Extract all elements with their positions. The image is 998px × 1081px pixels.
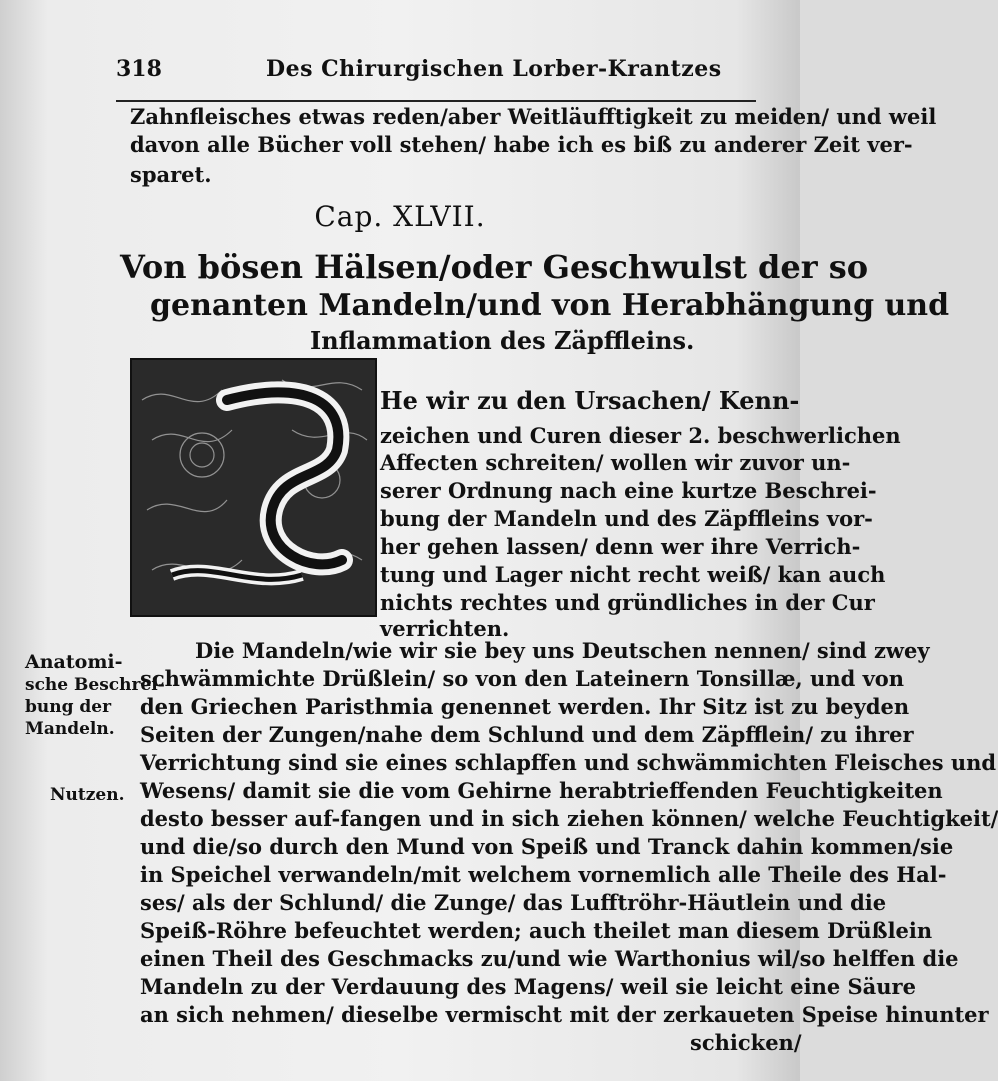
paragraph-line: in Speichel verwandeln/mit welchem vornemlich alle Theile des Hal- <box>140 862 947 887</box>
intro-line: Zahnfleisches etwas reden/aber Weitläufftigkeit zu meiden/ und weil <box>130 104 937 129</box>
woodcut-initial-e <box>130 358 377 617</box>
paragraph-line: an sich nehmen/ dieselbe vermischt mit der zerkaueten Speise hinunter <box>140 1002 989 1027</box>
catchword: schicken/ <box>690 1030 802 1055</box>
intro-line: sparet. <box>130 162 212 187</box>
paragraph-line: bung der Mandeln und des Zäpffleins vor- <box>380 506 873 531</box>
paragraph-line: He wir zu den Ursachen/ Kenn- <box>380 386 800 415</box>
paragraph-line: Die Mandeln/wie wir sie bey uns Deutschen nennen/ sind zwey <box>195 638 930 663</box>
chapter-number: Cap. XLVII. <box>314 200 486 233</box>
paragraph-line: verrichten. <box>380 616 510 641</box>
paragraph-line: tung und Lager nicht recht weiß/ kan auch <box>380 562 886 587</box>
paragraph-line: Speiß-Röhre befeuchtet werden; auch theilet man diesem Drüßlein <box>140 918 933 943</box>
margin-note-anatomy: Mandeln. <box>25 719 115 739</box>
paragraph-line: her gehen lassen/ denn wer ihre Verrich- <box>380 534 861 559</box>
page-number: 318 <box>116 56 162 82</box>
margin-note-anatomy: bung der <box>25 697 112 717</box>
intro-line: davon alle Bücher voll stehen/ habe ich es biß zu anderer Zeit ver- <box>130 132 913 157</box>
paragraph-line: Mandeln zu der Verdauung des Magens/ weil sie leicht eine Säure <box>140 974 916 999</box>
paragraph-line: nichts rechtes und gründliches in der Cur <box>380 590 875 615</box>
margin-note-use: Nutzen. <box>50 785 125 805</box>
chapter-title-line: Inflammation des Zäpffleins. <box>310 326 695 355</box>
paragraph-line: und die/so durch den Mund von Speiß und Tranck dahin kommen/sie <box>140 834 954 859</box>
page-header <box>116 50 756 102</box>
paragraph-line: ses/ als der Schlund/ die Zunge/ das Lufftröhr-Häutlein und die <box>140 890 887 915</box>
running-head: Des Chirurgischen Lorber-Krantzes <box>266 56 722 82</box>
chapter-title-line: Von bösen Hälsen/oder Geschwulst der so <box>120 248 869 286</box>
margin-note-anatomy: Anatomi- <box>25 651 123 673</box>
chapter-title-line: genanten Mandeln/und von Herabhängung und <box>150 288 950 323</box>
paragraph-line: zeichen und Curen dieser 2. beschwerlichen <box>380 423 901 448</box>
paragraph-line: Affecten schreiten/ wollen wir zuvor un- <box>380 450 851 475</box>
paragraph-line: serer Ordnung nach eine kurtze Beschrei- <box>380 478 877 503</box>
paragraph-line: Verrichtung sind sie eines schlapffen und schwämmichten Fleisches und <box>140 750 997 775</box>
paragraph-line: desto besser auf-fangen und in sich ziehen können/ welche Feuchtigkeit/ <box>140 806 998 831</box>
paragraph-line: schwämmichte Drüßlein/ so von den Lateinern Tonsillæ, und von <box>140 666 905 691</box>
paragraph-line: einen Theil des Geschmacks zu/und wie Warthonius wil/so helffen die <box>140 946 959 971</box>
paragraph-line: Seiten der Zungen/nahe dem Schlund und dem Zäpfflein/ zu ihrer <box>140 722 914 747</box>
paragraph-line: Wesens/ damit sie die vom Gehirne herabtrieffenden Feuchtigkeiten <box>140 778 943 803</box>
margin-note-anatomy: sche Beschrei- <box>25 675 165 695</box>
bleed-through-text <box>40 115 46 136</box>
paragraph-line: den Griechen Paristhmia genennet werden. Ihr Sitz ist zu beyden <box>140 694 910 719</box>
